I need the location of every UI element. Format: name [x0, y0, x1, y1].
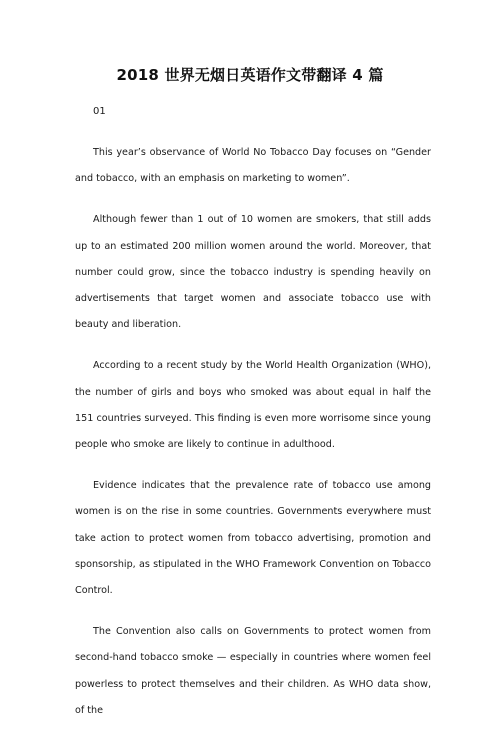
paragraph-5: The Convention also calls on Governments to protect women from second-hand tobacco smoke — especially in countries where women feel powerless to protect themselves and their children. As WHO data show, of the [75, 626, 431, 716]
document-title: 2018 世界无烟日英语作文带翻译 4 篇 [116, 66, 384, 84]
paragraph-3: According to a recent study by the World Health Organization (WHO), the number of girls and boys who smoked was about equal in half the 151 countries surveyed. This finding is even more worrisome since young people who smoke are likely to continue in adulthood. [75, 360, 431, 451]
section-number: 01 [93, 106, 106, 117]
document-body [75, 140, 431, 739]
paragraph-1: This year’s observance of World No Tobacco Day focuses on “Gender and tobacco, with an emphasis on marketing to women”. [75, 147, 431, 185]
paragraph-4: Evidence indicates that the prevalence rate of tobacco use among women is on the rise in some countries. Governments everywhere must take action to protect women from tobacco advertising, promotion and sponsorship, as stipulated in the WHO Framework Convention on Tobacco Control. [75, 480, 431, 597]
paragraph-2: Although fewer than 1 out of 10 women are smokers, that still adds up to an estimated 200 million women around the world. Moreover, that number could grow, since the tobacco industry is spending heavily on advertisements that target women and associate tobacco use with beauty and liberation. [75, 214, 431, 331]
